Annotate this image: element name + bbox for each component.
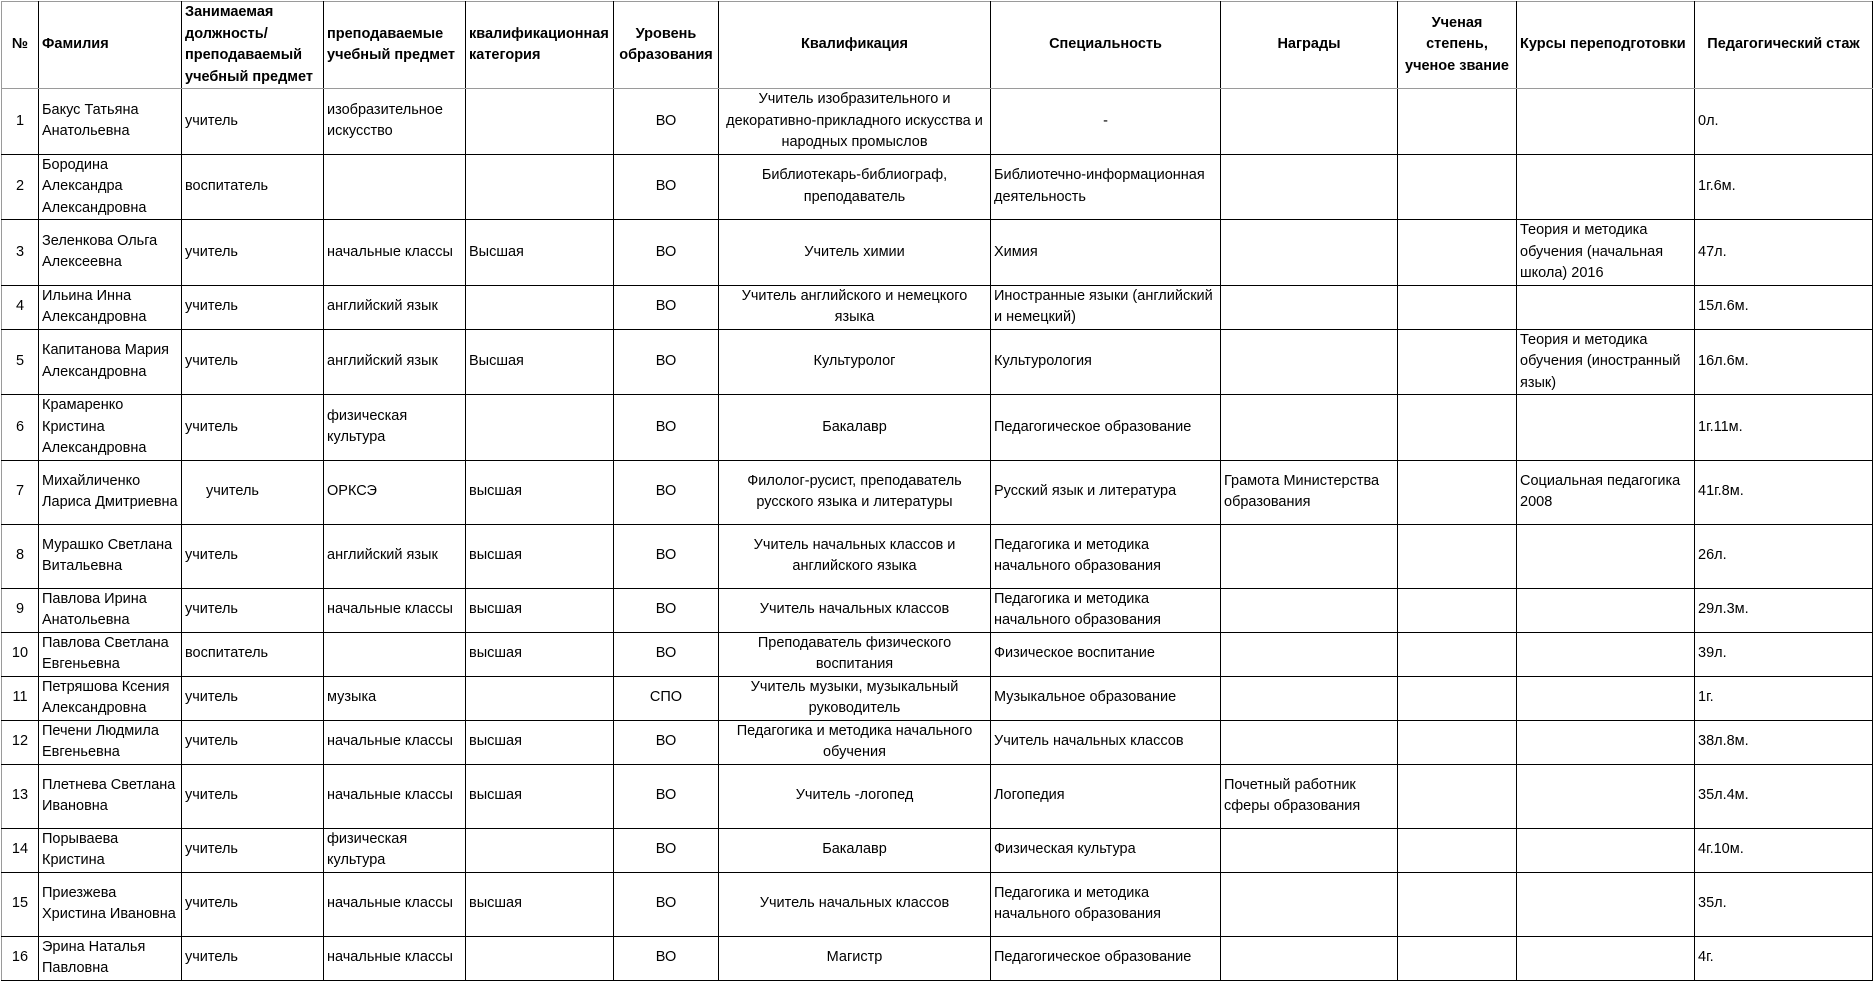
header-surname[interactable]: Фамилия	[39, 2, 182, 89]
table-row	[2, 632, 1873, 676]
cell-experience[interactable]: 39л.	[1695, 632, 1873, 676]
cell-awards[interactable]	[1221, 329, 1398, 395]
cell-specialty[interactable]: Педагогическое образование	[991, 936, 1221, 980]
cell-degree[interactable]	[1398, 220, 1517, 286]
cell-position[interactable]: учитель	[182, 764, 324, 828]
cell-courses[interactable]	[1517, 676, 1695, 720]
cell-experience[interactable]: 35л.4м.	[1695, 764, 1873, 828]
cell-surname[interactable]: Петряшова Ксения Александровна	[39, 676, 182, 720]
cell-experience[interactable]: 0л.	[1695, 89, 1873, 155]
cell-category[interactable]	[466, 154, 614, 220]
cell-surname[interactable]: Михайличенко Лариса Дмитриевна	[39, 460, 182, 524]
cell-position[interactable]: учитель	[182, 828, 324, 872]
cell-surname[interactable]: Приезжева Христина Ивановна	[39, 872, 182, 936]
cell-awards[interactable]	[1221, 720, 1398, 764]
cell-subject[interactable]: начальные классы	[324, 764, 466, 828]
cell-surname[interactable]: Эрина Наталья Павловна	[39, 936, 182, 980]
cell-edu-level[interactable]: ВО	[614, 395, 719, 461]
cell-specialty[interactable]: Физическая культура	[991, 828, 1221, 872]
cell-subject[interactable]: начальные классы	[324, 720, 466, 764]
table-row	[2, 220, 1873, 286]
cell-degree[interactable]	[1398, 720, 1517, 764]
cell-qualification[interactable]: Бакалавр	[719, 828, 991, 872]
cell-category[interactable]: высшая	[466, 872, 614, 936]
header-qualification[interactable]: Квалификация	[719, 2, 991, 89]
cell-degree[interactable]	[1398, 632, 1517, 676]
cell-courses[interactable]	[1517, 89, 1695, 155]
cell-category[interactable]	[466, 676, 614, 720]
cell-qualification[interactable]: Учитель начальных классов	[719, 588, 991, 632]
cell-qualification[interactable]: Бакалавр	[719, 395, 991, 461]
cell-degree[interactable]	[1398, 524, 1517, 588]
cell-courses[interactable]: Теория и методика обучения (иностранный язык)	[1517, 329, 1695, 395]
cell-surname[interactable]: Павлова Ирина Анатольевна	[39, 588, 182, 632]
cell-degree[interactable]	[1398, 460, 1517, 524]
cell-awards[interactable]	[1221, 936, 1398, 980]
cell-category[interactable]: высшая	[466, 460, 614, 524]
cell-position[interactable]: воспитатель	[182, 632, 324, 676]
cell-edu-level[interactable]: ВО	[614, 632, 719, 676]
cell-surname[interactable]: Плетнева Светлана Ивановна	[39, 764, 182, 828]
header-position[interactable]: Занимаемая должность/ преподаваемый учебный предмет	[182, 2, 324, 89]
cell-qualification[interactable]: Учитель начальных классов	[719, 872, 991, 936]
cell-degree[interactable]	[1398, 89, 1517, 155]
cell-position[interactable]: учитель	[182, 460, 324, 524]
cell-degree[interactable]	[1398, 936, 1517, 980]
cell-courses[interactable]	[1517, 524, 1695, 588]
cell-category[interactable]	[466, 936, 614, 980]
cell-experience[interactable]: 1г.11м.	[1695, 395, 1873, 461]
cell-awards[interactable]	[1221, 828, 1398, 872]
cell-subject[interactable]: начальные классы	[324, 872, 466, 936]
cell-position[interactable]: учитель	[182, 588, 324, 632]
cell-awards[interactable]	[1221, 588, 1398, 632]
table-row	[2, 720, 1873, 764]
cell-position[interactable]: учитель	[182, 872, 324, 936]
cell-awards[interactable]	[1221, 395, 1398, 461]
cell-subject[interactable]: английский язык	[324, 524, 466, 588]
cell-subject[interactable]: начальные классы	[324, 588, 466, 632]
cell-num[interactable]: 7	[2, 460, 39, 524]
cell-category[interactable]: Высшая	[466, 220, 614, 286]
header-specialty[interactable]: Специальность	[991, 2, 1221, 89]
cell-num[interactable]: 15	[2, 872, 39, 936]
cell-num[interactable]: 6	[2, 395, 39, 461]
cell-category[interactable]: Высшая	[466, 329, 614, 395]
cell-specialty[interactable]: Иностранные языки (английский и немецкий)	[991, 285, 1221, 329]
table-row	[2, 285, 1873, 329]
cell-surname[interactable]: Печени Людмила Евгеньевна	[39, 720, 182, 764]
table-row	[2, 828, 1873, 872]
cell-edu-level[interactable]: ВО	[614, 524, 719, 588]
cell-position[interactable]: учитель	[182, 524, 324, 588]
cell-position[interactable]: учитель	[182, 285, 324, 329]
table-row	[2, 872, 1873, 936]
cell-num[interactable]: 8	[2, 524, 39, 588]
cell-awards[interactable]	[1221, 285, 1398, 329]
cell-courses[interactable]: Социальная педагогика 2008	[1517, 460, 1695, 524]
cell-experience[interactable]: 41г.8м.	[1695, 460, 1873, 524]
cell-degree[interactable]	[1398, 329, 1517, 395]
cell-specialty[interactable]: Библиотечно-информационная деятельность	[991, 154, 1221, 220]
cell-surname[interactable]: Ильина Инна Александровна	[39, 285, 182, 329]
cell-qualification[interactable]: Педагогика и методика начального обучения	[719, 720, 991, 764]
table-row	[2, 329, 1873, 395]
table-row	[2, 460, 1873, 524]
cell-courses[interactable]	[1517, 632, 1695, 676]
cell-num[interactable]: 11	[2, 676, 39, 720]
cell-position[interactable]: учитель	[182, 720, 324, 764]
cell-num[interactable]: 2	[2, 154, 39, 220]
table-row	[2, 764, 1873, 828]
cell-qualification[interactable]: Преподаватель физического воспитания	[719, 632, 991, 676]
cell-subject[interactable]: английский язык	[324, 329, 466, 395]
cell-qualification[interactable]: Учитель химии	[719, 220, 991, 286]
cell-courses[interactable]	[1517, 154, 1695, 220]
cell-surname[interactable]: Мурашко Светлана Витальевна	[39, 524, 182, 588]
cell-courses[interactable]	[1517, 285, 1695, 329]
cell-category[interactable]	[466, 89, 614, 155]
cell-courses[interactable]: Теория и методика обучения (начальная школа) 2016	[1517, 220, 1695, 286]
cell-courses[interactable]	[1517, 720, 1695, 764]
cell-category[interactable]: высшая	[466, 632, 614, 676]
cell-num[interactable]: 14	[2, 828, 39, 872]
cell-surname[interactable]: Крамаренко Кристина Александровна	[39, 395, 182, 461]
staff-table	[1, 1, 1873, 981]
cell-awards[interactable]	[1221, 676, 1398, 720]
cell-num[interactable]: 13	[2, 764, 39, 828]
cell-experience[interactable]: 29л.3м.	[1695, 588, 1873, 632]
cell-category[interactable]: высшая	[466, 588, 614, 632]
cell-edu-level[interactable]: ВО	[614, 828, 719, 872]
cell-degree[interactable]	[1398, 676, 1517, 720]
cell-experience[interactable]: 35л.	[1695, 872, 1873, 936]
cell-edu-level[interactable]: ВО	[614, 720, 719, 764]
cell-category[interactable]: высшая	[466, 720, 614, 764]
cell-qualification[interactable]: Учитель английского и немецкого языка	[719, 285, 991, 329]
cell-edu-level[interactable]: ВО	[614, 154, 719, 220]
cell-specialty[interactable]: Педагогика и методика начального образования	[991, 588, 1221, 632]
cell-qualification[interactable]: Учитель музыки, музыкальный руководитель	[719, 676, 991, 720]
header-subject[interactable]: преподаваемые учебный предмет	[324, 2, 466, 89]
cell-subject[interactable]: физическая культура	[324, 828, 466, 872]
cell-surname[interactable]: Бородина Александра Александровна	[39, 154, 182, 220]
cell-awards[interactable]	[1221, 524, 1398, 588]
cell-specialty[interactable]: Учитель начальных классов	[991, 720, 1221, 764]
cell-degree[interactable]	[1398, 872, 1517, 936]
cell-edu-level[interactable]: ВО	[614, 460, 719, 524]
cell-awards[interactable]	[1221, 154, 1398, 220]
cell-category[interactable]: высшая	[466, 764, 614, 828]
cell-surname[interactable]: Павлова Светлана Евгеньевна	[39, 632, 182, 676]
cell-subject[interactable]: ОРКСЭ	[324, 460, 466, 524]
cell-surname[interactable]: Бакус Татьяна Анатольевна	[39, 89, 182, 155]
cell-awards[interactable]	[1221, 220, 1398, 286]
cell-subject[interactable]: начальные классы	[324, 936, 466, 980]
header-category[interactable]: квалификационная категория	[466, 2, 614, 89]
cell-courses[interactable]	[1517, 588, 1695, 632]
cell-num[interactable]: 12	[2, 720, 39, 764]
cell-specialty[interactable]: Русский язык и литература	[991, 460, 1221, 524]
cell-specialty[interactable]: Культурология	[991, 329, 1221, 395]
cell-specialty[interactable]: Химия	[991, 220, 1221, 286]
cell-specialty[interactable]: Педагогическое образование	[991, 395, 1221, 461]
table-row	[2, 676, 1873, 720]
cell-awards[interactable]	[1221, 632, 1398, 676]
cell-courses[interactable]	[1517, 764, 1695, 828]
cell-experience[interactable]: 4г.	[1695, 936, 1873, 980]
cell-edu-level[interactable]: ВО	[614, 285, 719, 329]
header-experience[interactable]: Педагогический стаж	[1695, 2, 1873, 89]
header-degree[interactable]: Ученая степень, ученое звание	[1398, 2, 1517, 89]
cell-experience[interactable]: 1г.6м.	[1695, 154, 1873, 220]
cell-specialty[interactable]: Педагогика и методика начального образования	[991, 524, 1221, 588]
cell-surname[interactable]: Порываева Кристина	[39, 828, 182, 872]
cell-edu-level[interactable]: ВО	[614, 220, 719, 286]
cell-position[interactable]: воспитатель	[182, 154, 324, 220]
cell-awards[interactable]	[1221, 872, 1398, 936]
cell-num[interactable]: 5	[2, 329, 39, 395]
header-row	[2, 2, 1873, 89]
cell-degree[interactable]	[1398, 285, 1517, 329]
cell-num[interactable]: 9	[2, 588, 39, 632]
table-row	[2, 89, 1873, 155]
cell-position[interactable]: учитель	[182, 395, 324, 461]
cell-position[interactable]: учитель	[182, 329, 324, 395]
header-edu-level[interactable]: Уровень образования	[614, 2, 719, 89]
header-awards[interactable]: Награды	[1221, 2, 1398, 89]
cell-experience[interactable]: 16л.6м.	[1695, 329, 1873, 395]
cell-experience[interactable]: 47л.	[1695, 220, 1873, 286]
cell-specialty[interactable]: Физическое воспитание	[991, 632, 1221, 676]
cell-subject[interactable]: изобразительное искусство	[324, 89, 466, 155]
header-num[interactable]: №	[2, 2, 39, 89]
cell-subject[interactable]	[324, 632, 466, 676]
cell-category[interactable]	[466, 285, 614, 329]
cell-edu-level[interactable]: ВО	[614, 89, 719, 155]
cell-experience[interactable]: 4г.10м.	[1695, 828, 1873, 872]
cell-courses[interactable]	[1517, 828, 1695, 872]
cell-num[interactable]: 3	[2, 220, 39, 286]
header-courses[interactable]: Курсы переподготовки	[1517, 2, 1695, 89]
cell-position[interactable]: учитель	[182, 676, 324, 720]
cell-position[interactable]: учитель	[182, 936, 324, 980]
cell-qualification[interactable]: Магистр	[719, 936, 991, 980]
cell-degree[interactable]	[1398, 588, 1517, 632]
cell-subject[interactable]: музыка	[324, 676, 466, 720]
table-row	[2, 588, 1873, 632]
table-row	[2, 936, 1873, 980]
cell-qualification[interactable]: Культуролог	[719, 329, 991, 395]
cell-subject[interactable]: начальные классы	[324, 220, 466, 286]
cell-experience[interactable]: 38л.8м.	[1695, 720, 1873, 764]
cell-subject[interactable]: английский язык	[324, 285, 466, 329]
cell-degree[interactable]	[1398, 764, 1517, 828]
cell-position[interactable]: учитель	[182, 220, 324, 286]
cell-experience[interactable]: 1г.	[1695, 676, 1873, 720]
cell-category[interactable]	[466, 828, 614, 872]
cell-qualification[interactable]: Филолог-русист, преподаватель русского языка и литературы	[719, 460, 991, 524]
cell-qualification[interactable]: Библиотекарь-библиограф, преподаватель	[719, 154, 991, 220]
table-row	[2, 395, 1873, 461]
cell-surname[interactable]: Зеленкова Ольга Алексеевна	[39, 220, 182, 286]
cell-qualification[interactable]: Учитель изобразительного и декоративно-прикладного искусства и народных промыслов	[719, 89, 991, 155]
cell-category[interactable]: высшая	[466, 524, 614, 588]
cell-specialty[interactable]: -	[991, 89, 1221, 155]
cell-courses[interactable]	[1517, 395, 1695, 461]
cell-num[interactable]: 16	[2, 936, 39, 980]
cell-qualification[interactable]: Учитель начальных классов и английского языка	[719, 524, 991, 588]
cell-specialty[interactable]: Музыкальное образование	[991, 676, 1221, 720]
cell-specialty[interactable]: Педагогика и методика начального образования	[991, 872, 1221, 936]
cell-edu-level[interactable]: СПО	[614, 676, 719, 720]
cell-courses[interactable]	[1517, 936, 1695, 980]
cell-num[interactable]: 4	[2, 285, 39, 329]
cell-awards[interactable]	[1221, 89, 1398, 155]
cell-degree[interactable]	[1398, 395, 1517, 461]
cell-category[interactable]	[466, 395, 614, 461]
table-row	[2, 524, 1873, 588]
cell-edu-level[interactable]: ВО	[614, 764, 719, 828]
cell-num[interactable]: 10	[2, 632, 39, 676]
table-row	[2, 154, 1873, 220]
cell-awards[interactable]: Грамота Министерства образования	[1221, 460, 1398, 524]
cell-edu-level[interactable]: ВО	[614, 872, 719, 936]
cell-awards[interactable]: Почетный работник сферы образования	[1221, 764, 1398, 828]
cell-specialty[interactable]: Логопедия	[991, 764, 1221, 828]
cell-degree[interactable]	[1398, 828, 1517, 872]
cell-edu-level[interactable]: ВО	[614, 588, 719, 632]
cell-num[interactable]: 1	[2, 89, 39, 155]
cell-surname[interactable]: Капитанова Мария Александровна	[39, 329, 182, 395]
cell-degree[interactable]	[1398, 154, 1517, 220]
cell-courses[interactable]	[1517, 872, 1695, 936]
cell-subject[interactable]: физическая культура	[324, 395, 466, 461]
cell-edu-level[interactable]: ВО	[614, 329, 719, 395]
cell-experience[interactable]: 15л.6м.	[1695, 285, 1873, 329]
cell-subject[interactable]	[324, 154, 466, 220]
cell-edu-level[interactable]: ВО	[614, 936, 719, 980]
cell-qualification[interactable]: Учитель -логопед	[719, 764, 991, 828]
cell-experience[interactable]: 26л.	[1695, 524, 1873, 588]
cell-position[interactable]: учитель	[182, 89, 324, 155]
